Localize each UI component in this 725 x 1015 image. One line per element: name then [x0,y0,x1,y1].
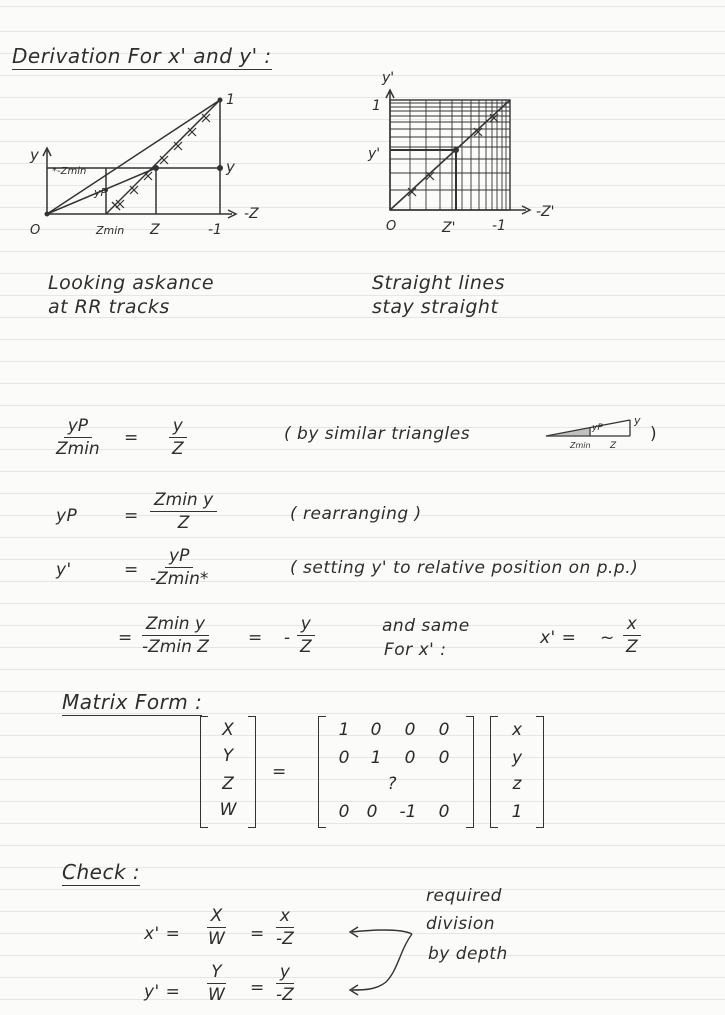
x-prime-approx: ~ [600,628,615,648]
left-zmin-mark: *-Zmin [52,166,87,177]
m-1-1: 1 [370,748,382,768]
and-same-text: and same [382,616,470,636]
eq2-rhs-den: Z [177,513,190,533]
check-x-frac2-den: -Z [276,929,294,949]
eq1-rhs-num: y [169,416,187,438]
x-prime-lhs: x' = [540,628,577,648]
note-line3: by depth [428,944,508,964]
m-3-1: 0 [366,802,378,822]
m-1-2: 0 [404,748,416,768]
eq4-negative: - [284,628,291,648]
eq3-rhs-den: -Zmin* [150,569,209,589]
eq3-equals: = [124,560,139,580]
right-y-axis-label: y' [382,70,395,86]
m-2-1: ? [387,774,397,794]
eq2-rhs-num: Zmin y [150,490,217,512]
m-0-1: 0 [370,720,382,740]
caption-left-line1: Looking askance [48,272,215,294]
m-1-3: 0 [438,748,450,768]
check-x-frac1-num: X [207,906,227,928]
page-title: Derivation For x' and y' : [12,44,272,68]
caption-right-line1: Straight lines [372,272,506,294]
eq4-rhs-num: Zmin y [142,614,209,636]
eq3-note: ( setting y' to relative position on p.p.) [290,558,639,578]
left-neg-one-label: -1 [208,222,222,238]
eq1-note: ( by similar triangles [284,424,471,444]
eq4-frac2-num: y [297,614,315,636]
eq1-lhs-fraction [52,416,104,459]
note-line2: division [426,914,496,934]
right-one-label: 1 [372,98,381,114]
left-yp-label: yP [94,186,108,199]
left-z-label: Z [150,222,160,238]
left-y-right-label: y [226,158,235,176]
matrix-equals: = [272,762,287,782]
tri-yp-label: yP [592,423,603,433]
check-x-equals: = [250,924,265,944]
x-prime-den: Z [626,637,638,657]
perspective-grid-diagram [356,70,656,270]
lhs-z: Z [222,774,234,794]
eq1-equals: = [124,428,139,448]
caption-right-line2: stay straight [372,296,499,318]
eq3-rhs-fraction [146,546,212,589]
left-y-axis-label: y [30,146,39,164]
check-x-frac2-num: x [276,906,294,928]
eq2-equals: = [124,506,139,526]
eq3-rhs-num: yP [165,546,193,568]
vec-x: x [511,720,523,740]
check-y-frac2-den: -Z [276,985,294,1005]
for-x-text: For x' : [384,640,447,660]
vec-z: z [512,774,522,794]
eq1-rhs-den: Z [172,439,184,459]
eq4-equals: = [118,628,133,648]
lhs-w: W [219,800,237,820]
lhs-y: Y [222,746,234,766]
check-heading: Check : [62,860,141,884]
m-3-2: -1 [399,802,417,822]
tri-y-label: y [634,414,641,427]
m-3-0: 0 [338,802,350,822]
right-origin-label: O [386,219,397,234]
x-prime-fraction [622,614,642,657]
check-x-frac1 [204,906,229,949]
x-prime-num: x [623,614,641,636]
check-x-lhs: x' = [144,924,181,944]
similar-triangles-sketch [540,412,650,452]
right-x-axis-label: -Z' [536,204,555,220]
left-origin-label: O [30,223,41,238]
eq2-note: ( rearranging ) [290,504,422,524]
note-line1: required [426,886,502,906]
railroad-diagram [20,86,320,286]
m-1-0: 0 [338,748,350,768]
eq2-rhs-fraction [150,490,217,533]
check-y-equals: = [250,978,265,998]
rhs-vector [490,716,544,828]
eq4-equals-2: = [248,628,263,648]
left-zmin-label: Zmin [96,224,125,237]
check-y-lhs: y' = [144,982,181,1002]
eq1-lhs-num: yP [64,416,92,438]
vec-1: 1 [511,802,523,822]
eq4-rhs-fraction [138,614,213,657]
eq3-lhs: y' [56,560,72,580]
eq4-frac2 [296,614,316,657]
m-0-3: 0 [438,720,450,740]
matrix-heading: Matrix Form : [62,690,203,714]
left-top-label: 1 [226,92,235,108]
right-zprime-label: Z' [442,220,456,236]
tri-z-label: Z [610,441,617,451]
m-0-0: 1 [338,720,350,740]
projection-matrix [318,716,474,828]
check-y-frac1-num: Y [207,962,225,984]
check-y-frac1 [204,962,229,1005]
check-y-frac1-den: W [208,985,225,1005]
m-0-2: 0 [404,720,416,740]
right-yprime-label: y' [368,146,381,162]
eq1-lhs-den: Zmin [56,439,100,459]
vec-y: y [511,748,523,768]
eq1-rhs-fraction [168,416,188,459]
lhs-x: X [222,720,234,740]
check-x-frac2 [272,906,298,949]
eq1-note-close: ) [650,424,657,444]
check-y-frac2-num: y [276,962,294,984]
eq4-frac2-den: Z [300,637,312,657]
eq4-rhs-den: -Zmin Z [142,637,209,657]
eq2-lhs: yP [56,506,78,526]
caption-left-line2: at RR tracks [48,296,170,318]
check-y-frac2 [272,962,298,1005]
left-x-axis-label: -Z [244,206,259,222]
right-neg-one-label: -1 [492,218,506,234]
check-x-frac1-den: W [208,929,225,949]
lhs-vector [200,716,256,828]
m-3-3: 0 [438,802,450,822]
tri-zmin-label: Zmin [570,441,591,450]
